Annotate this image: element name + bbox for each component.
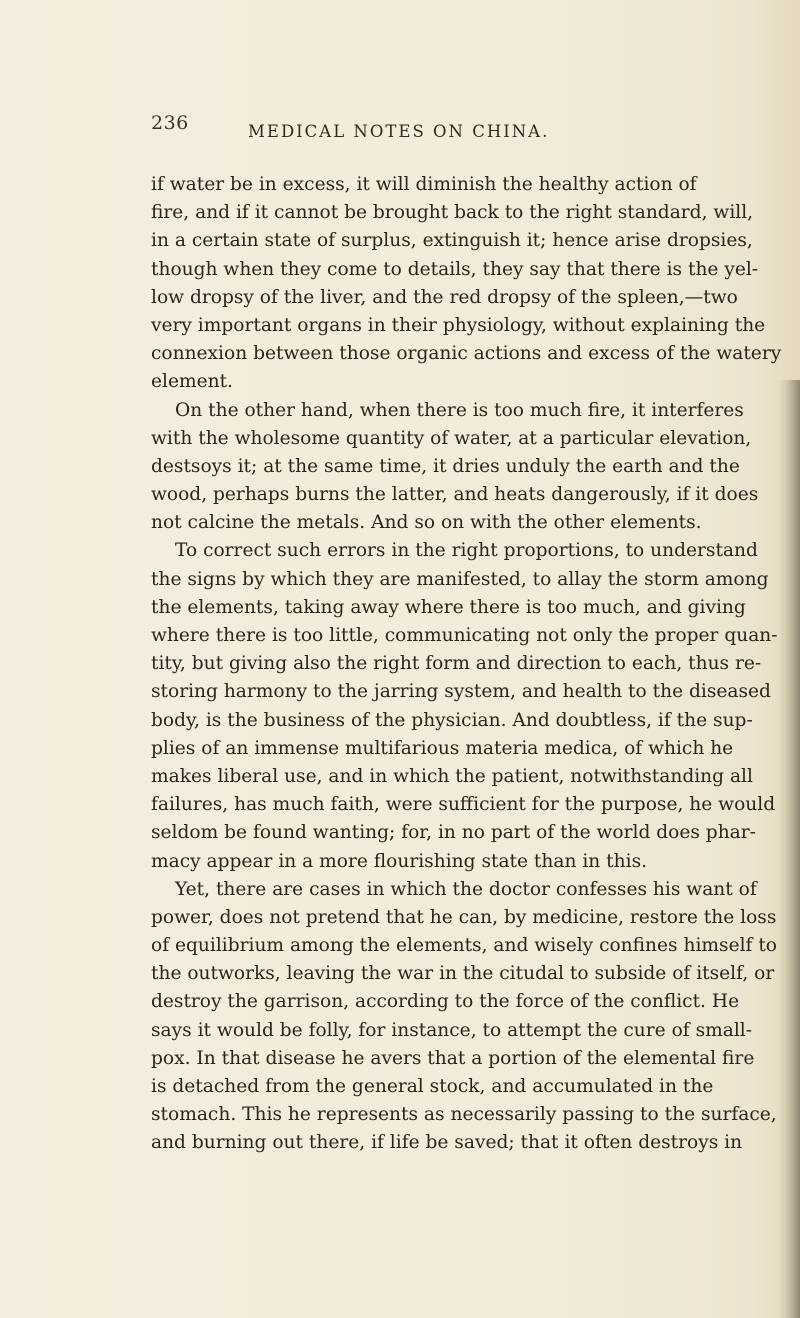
text-line: To correct such errors in the right proportions, to understand [175,540,758,562]
text-line: power, does not pretend that he can, by medicine, restore the loss [151,906,777,928]
text-line: Yet, there are cases in which the doctor confesses his want of [175,878,757,900]
body-text [151,171,782,1158]
text-line: the elements, taking away where there is too much, and giving [151,596,746,618]
text-line: if water be in excess, it will diminish the healthy action of [151,174,697,195]
text-line: wood, perhaps burns the latter, and heats dangerously, if it does [151,484,759,506]
text-line: macy appear in a more flourishing state than in this. [151,850,648,872]
text-line: very important organs in their physiology, without explaining the [151,314,766,336]
text-line: connexion between those organic actions and excess of the watery [151,343,782,365]
running-head: MEDICAL NOTES ON CHINA. [248,122,550,141]
text-line: seldom be found wanting; for, in no part of the world does phar- [151,822,756,844]
text-line: plies of an immense multifarious materia medica, of which he [151,737,734,759]
text-line: element. [151,371,233,393]
text-line: low dropsy of the liver, and the red dropsy of the spleen,—two [151,286,738,308]
text-line: stomach. This he represents as necessarily passing to the surface, [151,1104,777,1126]
page-number: 236 [151,112,189,134]
text-line: the outworks, leaving the war in the citudal to subside of itself, or [151,963,775,985]
text-line: in a certain state of surplus, extinguish it; hence arise dropsies, [151,230,753,252]
text-line: storing harmony to the jarring system, and health to the diseased [151,681,771,703]
text-line: of equilibrium among the elements, and wisely confines himself to [151,935,777,957]
text-line: the signs by which they are manifested, to allay the storm among [151,568,769,590]
text-line: says it would be folly, for instance, to attempt the cure of small- [151,1019,753,1041]
text-line: makes liberal use, and in which the patient, notwithstanding all [151,765,753,787]
text-line: tity, but giving also the right form and direction to each, thus re- [151,653,762,675]
text-line: not calcine the metals. And so on with the other elements. [151,512,702,534]
text-line: though when they come to details, they say that there is the yel- [151,258,759,280]
text-line: fire, and if it cannot be brought back to the right standard, will, [151,202,754,224]
text-line: On the other hand, when there is too much fire, it interferes [175,399,744,421]
text-line: is detached from the general stock, and accumulated in the [151,1076,714,1097]
text-line: and burning out there, if life be saved; that it often destroys in [151,1132,743,1154]
text-line: failures, has much faith, were sufficient for the purpose, he would [151,794,776,816]
text-line: where there is too little, communicating not only the proper quan- [151,625,778,646]
text-line: destroy the garrison, according to the force of the conflict. He [151,991,740,1013]
page-edge-shadow [778,380,800,1318]
text-line: destsoys it; at the same time, it dries unduly the earth and the [151,455,740,477]
text-line: pox. In that disease he avers that a portion of the elemental fire [151,1047,755,1069]
text-line: body, is the business of the physician. And doubtless, if the sup- [151,709,753,731]
text-line: with the wholesome quantity of water, at a particular elevation, [151,427,752,449]
